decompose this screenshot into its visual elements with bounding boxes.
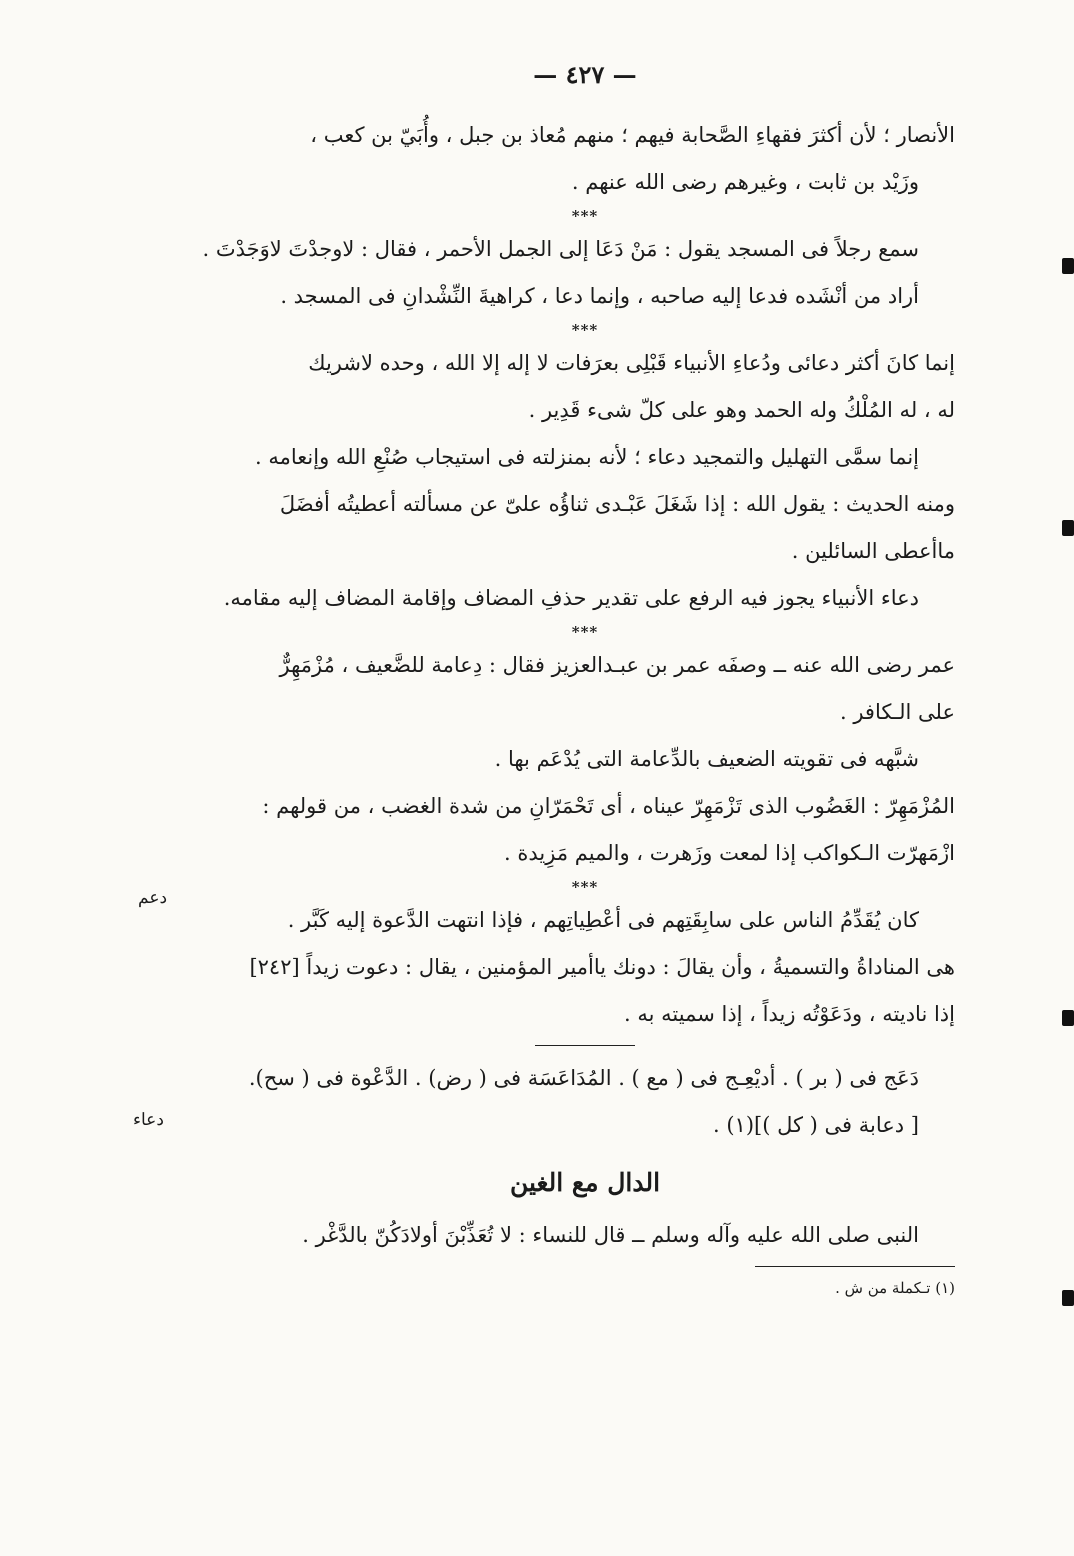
scan-edge-mark (1062, 1290, 1074, 1306)
cross-reference-line: [ دعابة فى ( كل )](١) . (713, 1113, 919, 1137)
page-number: — ٤٢٧ — (533, 60, 637, 89)
text-line: له ، له المُلْكُ وله الحمد وهو على كلّ شىء قَدِير . (528, 398, 955, 422)
margin-root-note: دعم (138, 888, 168, 908)
text-line: سمع رجلاً فى المسجد يقول : مَنْ دَعَا إلى الجمل الأحمر ، فقال : لاوجدْتَ لاوَجَدْتَ . (202, 237, 919, 261)
text-line: ومنه الحديث : يقول الله : إذا شَغَلَ عَبْـدى ثناؤُه علىّ عن مسألته أعطيتُه أفضَلَ (279, 492, 955, 516)
section-separator: *** (571, 878, 599, 896)
text-line: النبى صلى الله عليه وآله وسلم ــ قال للنساء : لا تُعَذِّبْنَ أولادَكُنّ بالدَّغْر . (302, 1223, 919, 1247)
scan-edge-mark (1062, 1010, 1074, 1026)
text-line: إذا ناديته ، ودَعَوْتُه زيداً ، إذا سميته به . (624, 1002, 955, 1026)
text-line: إنما كانَ أكثر دعائى ودُعاءِ الأنبياء قَبْلِى بعرَفات لا إله إلا الله ، وحده لاشريك (308, 351, 955, 375)
text-line: الأنصار ؛ لأن أكثرَ فقهاءِ الصَّحابة فيهم ؛ منهم مُعاذ بن جبل ، وأُبَيّ بن كعب ، (310, 123, 955, 147)
text-line: هى المناداةُ والتسميةُ ، وأن يقالَ : دونك ياأمير المؤمنين ، يقال : دعوت زيداً [٢٤٢] (249, 955, 955, 979)
scan-edge-mark (1062, 258, 1074, 274)
section-separator: *** (571, 321, 599, 339)
footnote: (١) تـكملة من ش . (835, 1279, 955, 1297)
text-line: أراد من أنْشَده فدعا إليه صاحبه ، وإنما دعا ، كراهيةَ النِّشْدانِ فى المسجد . (280, 284, 919, 308)
text-line: ازْمَهرّت الـكواكب إذا لمعت وزَهرت ، والميم مَزِيدة . (504, 841, 955, 865)
text-line: وزَيْد بن ثابت ، وغيرهم رضى الله عنهم . (571, 170, 919, 194)
divider (535, 1045, 635, 1046)
text-line: المُزْمَهِرّ : الغَضُوب الذى تَزْمَهِرّ عيناه ، أى تَحْمَرّانِ من شدة الغضب ، من قولهم : (262, 794, 955, 818)
text-line: دعاء الأنبياء يجوز فيه الرفع على تقدير حذفِ المضاف وإقامة المضاف إليه مقامه. (223, 586, 919, 610)
text-line: إنما سمَّى التهليل والتمجيد دعاء ؛ لأنه بمنزلته فى استيجاب صُنْعِ الله وإنعامه . (255, 445, 919, 469)
text-line: على الـكافر . (839, 700, 955, 724)
margin-root-note: دعاء (133, 1110, 164, 1130)
scan-edge-mark (1062, 520, 1074, 536)
page-body (202, 60, 955, 1299)
cross-reference-line: دَعَج فى ( بر ) . أديْعِـج فى ( مع ) . المُدَاعَسَة فى ( رض) . الدَّعْوة فى ( سح). (248, 1066, 919, 1090)
text-line: ماأعطى السائلين . (791, 539, 955, 563)
text-line: كان يُقَدِّمُ الناس على سابِقَتِهم فى أعْطِياتِهم ، فإذا انتهت الدَّعوة إليه كَبَّر . (287, 908, 919, 932)
text-line: شبَّهه فى تقويته الضعيف بالدِّعامة التى يُدْعَم بها . (494, 747, 919, 771)
section-separator: *** (571, 207, 599, 225)
text-line: عمر رضى الله عنه ــ وصفَه عمر بن عبـدالعزيز فقال : دِعامة للضَّعيف ، مُزْمَهِرٌّ (279, 653, 955, 677)
section-separator: *** (571, 623, 599, 641)
footnote-divider (755, 1266, 955, 1267)
section-heading: الدال مع الغين (509, 1168, 661, 1197)
